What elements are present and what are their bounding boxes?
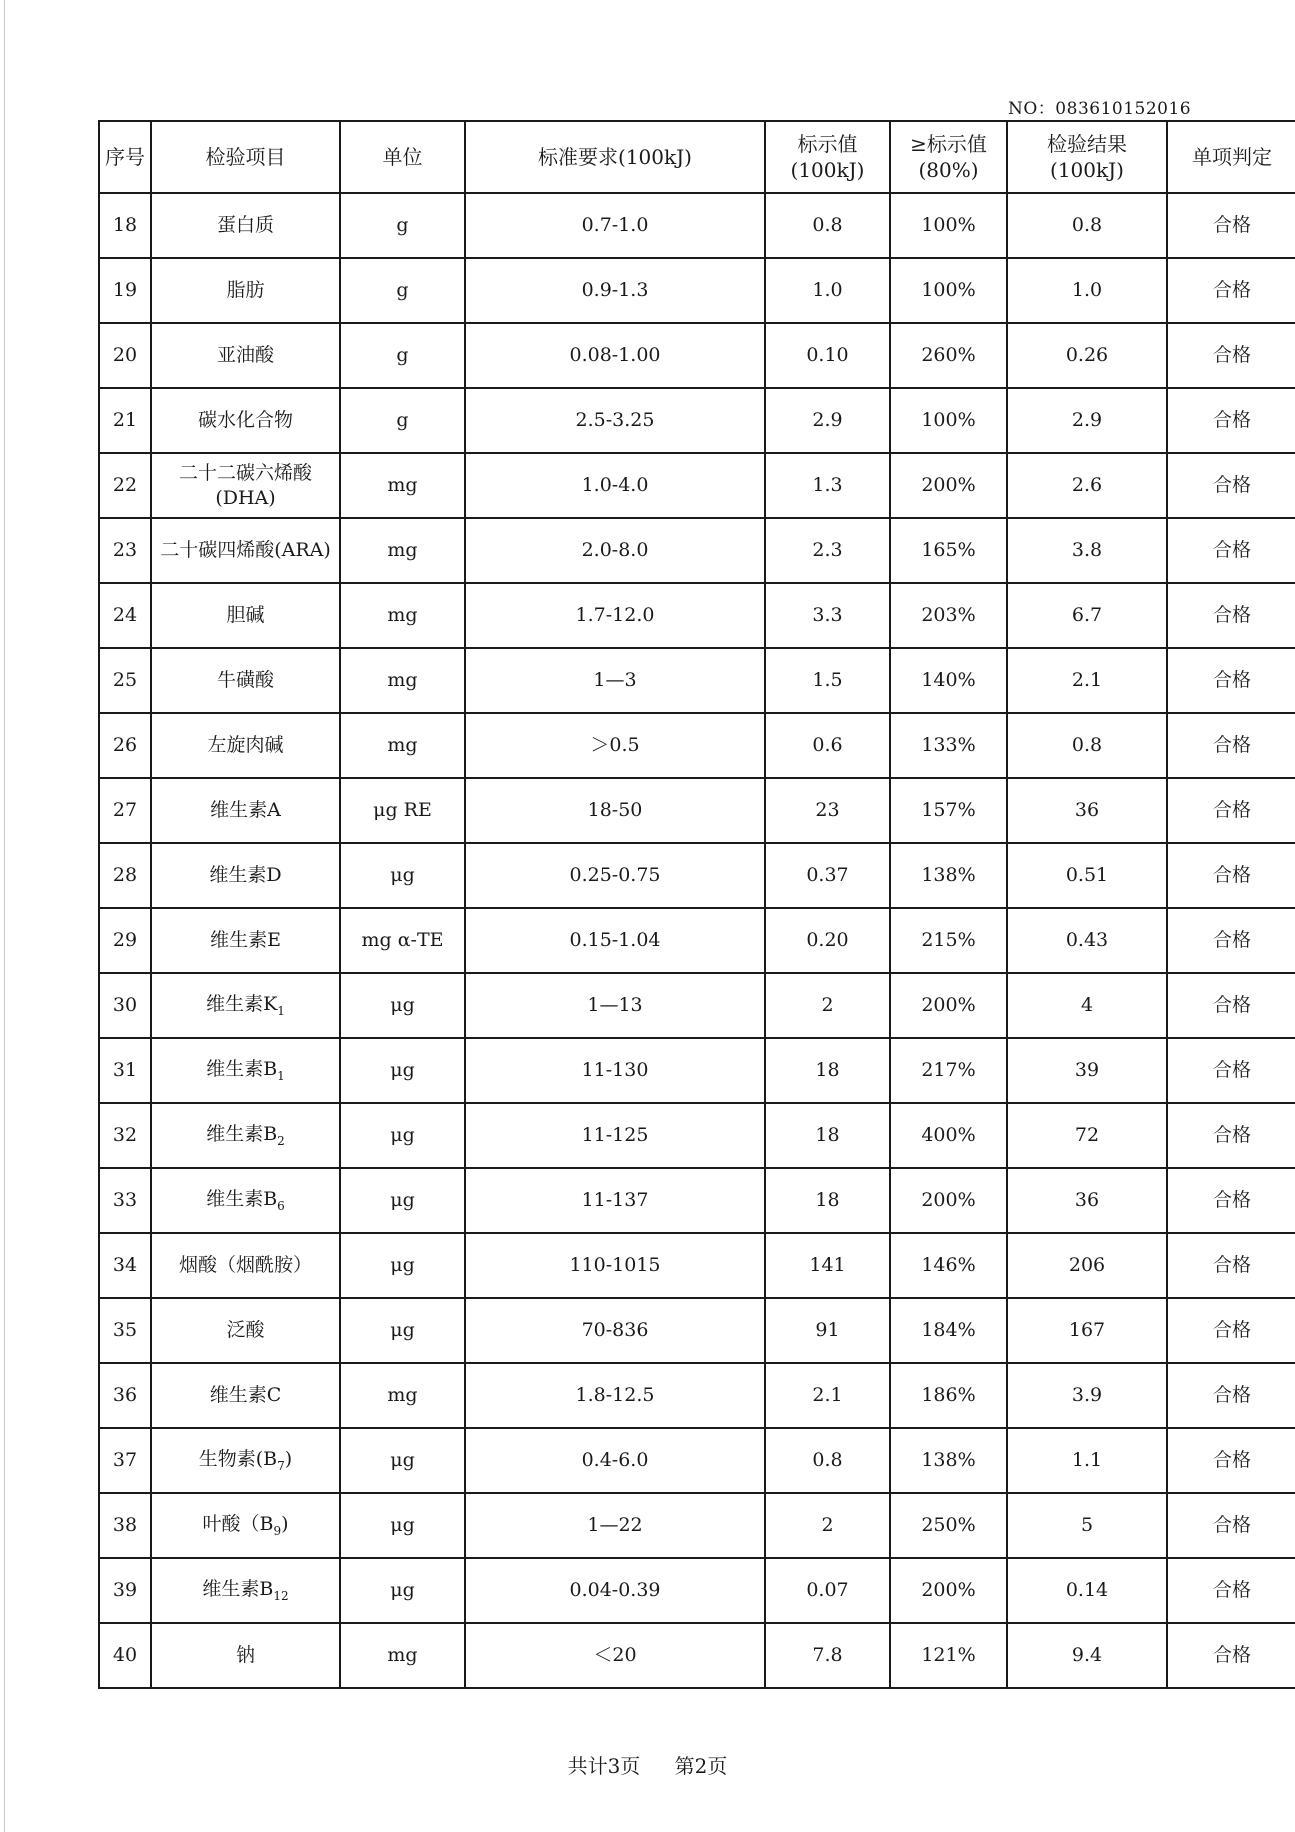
cell-seq: 37 (99, 1428, 151, 1493)
page-number: 第2页 (674, 1754, 728, 1778)
cell-standard: 1—13 (465, 973, 765, 1038)
table-row (99, 1233, 1295, 1298)
cell-result: 2.6 (1007, 453, 1167, 518)
cell-judgement: 合格 (1167, 453, 1295, 518)
cell-seq: 28 (99, 843, 151, 908)
cell-item: 维生素E (151, 908, 340, 973)
cell-judgement: 合格 (1167, 323, 1295, 388)
header-percent: ≥标示值 (80%) (890, 121, 1007, 193)
cell-judgement: 合格 (1167, 258, 1295, 323)
cell-seq: 32 (99, 1103, 151, 1168)
cell-label-value: 23 (765, 778, 890, 843)
cell-percent: 200% (890, 453, 1007, 518)
table-row (99, 193, 1295, 258)
cell-judgement: 合格 (1167, 1298, 1295, 1363)
cell-seq: 18 (99, 193, 151, 258)
cell-seq: 31 (99, 1038, 151, 1103)
cell-seq: 30 (99, 973, 151, 1038)
cell-unit: mg (340, 583, 465, 648)
header-unit: 单位 (340, 121, 465, 193)
cell-label-value: 18 (765, 1038, 890, 1103)
table-row (99, 323, 1295, 388)
cell-item: 维生素$B_{12}$ (151, 1558, 340, 1623)
cell-result: 9.4 (1007, 1623, 1167, 1688)
cell-percent: 100% (890, 388, 1007, 453)
table-row (99, 1493, 1295, 1558)
cell-label-value: 0.37 (765, 843, 890, 908)
cell-judgement: 合格 (1167, 843, 1295, 908)
cell-item: 维生素D (151, 843, 340, 908)
cell-unit: g (340, 258, 465, 323)
cell-result: 0.43 (1007, 908, 1167, 973)
cell-percent: 133% (890, 713, 1007, 778)
table-row (99, 453, 1295, 518)
cell-item: 胆碱 (151, 583, 340, 648)
cell-seq: 38 (99, 1493, 151, 1558)
cell-standard: 1.0-4.0 (465, 453, 765, 518)
table-header-row (99, 121, 1295, 193)
cell-unit: μg (340, 1428, 465, 1493)
cell-item: 牛磺酸 (151, 648, 340, 713)
cell-label-value: 0.8 (765, 1428, 890, 1493)
cell-percent: 138% (890, 1428, 1007, 1493)
cell-judgement: 合格 (1167, 973, 1295, 1038)
cell-standard: 0.15-1.04 (465, 908, 765, 973)
scan-edge-line (4, 0, 5, 1832)
test-results-table (98, 120, 1295, 1689)
cell-label-value: 7.8 (765, 1623, 890, 1688)
cell-item: 烟酸（烟酰胺） (151, 1233, 340, 1298)
cell-unit: μg (340, 1558, 465, 1623)
cell-judgement: 合格 (1167, 1428, 1295, 1493)
page-total: 共计3页 (567, 1754, 641, 1778)
table-row (99, 583, 1295, 648)
cell-item: 蛋白质 (151, 193, 340, 258)
cell-judgement: 合格 (1167, 778, 1295, 843)
table-row (99, 1558, 1295, 1623)
cell-unit: mg (340, 1363, 465, 1428)
cell-standard: 1.8-12.5 (465, 1363, 765, 1428)
cell-judgement: 合格 (1167, 1168, 1295, 1233)
cell-item: 二十碳四烯酸(ARA) (151, 518, 340, 583)
cell-seq: 39 (99, 1558, 151, 1623)
cell-standard: 11-125 (465, 1103, 765, 1168)
table-row (99, 518, 1295, 583)
cell-item: 维生素$B_6$ (151, 1168, 340, 1233)
cell-standard: 0.08-1.00 (465, 323, 765, 388)
cell-result: 0.8 (1007, 713, 1167, 778)
table-row (99, 843, 1295, 908)
cell-seq: 20 (99, 323, 151, 388)
cell-unit: g (340, 323, 465, 388)
table-row (99, 1363, 1295, 1428)
table-body (99, 193, 1295, 1688)
cell-unit: μg (340, 1298, 465, 1363)
cell-percent: 260% (890, 323, 1007, 388)
cell-standard: 11-137 (465, 1168, 765, 1233)
cell-percent: 146% (890, 1233, 1007, 1298)
cell-result: 0.14 (1007, 1558, 1167, 1623)
header-label-value: 标示值 (100kJ) (765, 121, 890, 193)
cell-percent: 186% (890, 1363, 1007, 1428)
cell-label-value: 2.1 (765, 1363, 890, 1428)
cell-percent: 138% (890, 843, 1007, 908)
cell-unit: mg (340, 648, 465, 713)
cell-percent: 200% (890, 1558, 1007, 1623)
cell-item: 脂肪 (151, 258, 340, 323)
cell-unit: μg (340, 1038, 465, 1103)
cell-item: 维生素$B_2$ (151, 1103, 340, 1168)
cell-item: 亚油酸 (151, 323, 340, 388)
cell-item: 泛酸 (151, 1298, 340, 1363)
cell-result: 5 (1007, 1493, 1167, 1558)
table-row (99, 1623, 1295, 1688)
cell-result: 6.7 (1007, 583, 1167, 648)
table-row (99, 1168, 1295, 1233)
cell-standard: 1—3 (465, 648, 765, 713)
cell-unit: μg (340, 1168, 465, 1233)
cell-judgement: 合格 (1167, 193, 1295, 258)
cell-percent: 121% (890, 1623, 1007, 1688)
cell-seq: 40 (99, 1623, 151, 1688)
cell-label-value: 91 (765, 1298, 890, 1363)
cell-judgement: 合格 (1167, 908, 1295, 973)
cell-label-value: 0.10 (765, 323, 890, 388)
cell-judgement: 合格 (1167, 1363, 1295, 1428)
cell-unit: μg (340, 1493, 465, 1558)
cell-percent: 157% (890, 778, 1007, 843)
cell-result: 206 (1007, 1233, 1167, 1298)
cell-result: 167 (1007, 1298, 1167, 1363)
cell-label-value: 1.0 (765, 258, 890, 323)
cell-seq: 35 (99, 1298, 151, 1363)
table-row (99, 778, 1295, 843)
table-row (99, 1038, 1295, 1103)
cell-label-value: 18 (765, 1168, 890, 1233)
cell-item: 碳水化合物 (151, 388, 340, 453)
cell-unit: g (340, 193, 465, 258)
cell-result: 2.9 (1007, 388, 1167, 453)
cell-unit: μg (340, 973, 465, 1038)
cell-seq: 26 (99, 713, 151, 778)
table-row (99, 258, 1295, 323)
table-row (99, 648, 1295, 713)
cell-percent: 200% (890, 973, 1007, 1038)
cell-label-value: 2.9 (765, 388, 890, 453)
cell-percent: 140% (890, 648, 1007, 713)
header-item: 检验项目 (151, 121, 340, 193)
cell-standard: 0.9-1.3 (465, 258, 765, 323)
cell-standard: 1—22 (465, 1493, 765, 1558)
cell-standard: 2.5-3.25 (465, 388, 765, 453)
cell-judgement: 合格 (1167, 1493, 1295, 1558)
cell-label-value: 0.07 (765, 1558, 890, 1623)
header-judgement: 单项判定 (1167, 121, 1295, 193)
cell-judgement: 合格 (1167, 1623, 1295, 1688)
cell-item: 维生素A (151, 778, 340, 843)
cell-result: 1.0 (1007, 258, 1167, 323)
table-row (99, 388, 1295, 453)
cell-item: 左旋肉碱 (151, 713, 340, 778)
cell-result: 72 (1007, 1103, 1167, 1168)
cell-standard: 110-1015 (465, 1233, 765, 1298)
cell-judgement: 合格 (1167, 518, 1295, 583)
table-row (99, 973, 1295, 1038)
cell-label-value: 2 (765, 1493, 890, 1558)
table-row (99, 1428, 1295, 1493)
cell-unit: μg (340, 843, 465, 908)
cell-item: 叶酸$(B_9)$ (151, 1493, 340, 1558)
cell-seq: 33 (99, 1168, 151, 1233)
cell-seq: 36 (99, 1363, 151, 1428)
cell-percent: 217% (890, 1038, 1007, 1103)
cell-unit: μg RE (340, 778, 465, 843)
cell-seq: 25 (99, 648, 151, 713)
cell-standard: 1.7-12.0 (465, 583, 765, 648)
cell-item: 钠 (151, 1623, 340, 1688)
table-row (99, 1298, 1295, 1363)
cell-unit: g (340, 388, 465, 453)
cell-standard: 11-130 (465, 1038, 765, 1103)
cell-judgement: 合格 (1167, 713, 1295, 778)
cell-result: 36 (1007, 778, 1167, 843)
cell-unit: μg (340, 1233, 465, 1298)
cell-seq: 34 (99, 1233, 151, 1298)
page-footer (0, 1750, 1295, 1779)
cell-item: 生物素$(B_7)$ (151, 1428, 340, 1493)
cell-judgement: 合格 (1167, 1038, 1295, 1103)
cell-judgement: 合格 (1167, 648, 1295, 713)
cell-percent: 250% (890, 1493, 1007, 1558)
cell-percent: 100% (890, 258, 1007, 323)
cell-label-value: 3.3 (765, 583, 890, 648)
cell-percent: 100% (890, 193, 1007, 258)
cell-result: 3.8 (1007, 518, 1167, 583)
cell-result: 1.1 (1007, 1428, 1167, 1493)
cell-item: 维生素C (151, 1363, 340, 1428)
cell-label-value: 0.8 (765, 193, 890, 258)
cell-seq: 29 (99, 908, 151, 973)
cell-result: 36 (1007, 1168, 1167, 1233)
cell-item: 维生素$K_1$ (151, 973, 340, 1038)
cell-percent: 203% (890, 583, 1007, 648)
cell-judgement: 合格 (1167, 1103, 1295, 1168)
cell-standard: 0.04-0.39 (465, 1558, 765, 1623)
cell-judgement: 合格 (1167, 388, 1295, 453)
cell-unit: μg (340, 1103, 465, 1168)
header-result: 检验结果 (100kJ) (1007, 121, 1167, 193)
cell-label-value: 1.5 (765, 648, 890, 713)
cell-unit: mg α-TE (340, 908, 465, 973)
cell-seq: 24 (99, 583, 151, 648)
cell-label-value: 18 (765, 1103, 890, 1168)
cell-item: 维生素$B_1$ (151, 1038, 340, 1103)
cell-standard: 18-50 (465, 778, 765, 843)
cell-result: 0.51 (1007, 843, 1167, 908)
cell-seq: 19 (99, 258, 151, 323)
cell-label-value: 2 (765, 973, 890, 1038)
report-number: NO：083610152016 (1008, 99, 1192, 119)
cell-label-value: 0.6 (765, 713, 890, 778)
cell-label-value: 1.3 (765, 453, 890, 518)
cell-standard: 0.7-1.0 (465, 193, 765, 258)
cell-standard: 0.4-6.0 (465, 1428, 765, 1493)
cell-result: 4 (1007, 973, 1167, 1038)
header-seq: 序号 (99, 121, 151, 193)
cell-seq: 27 (99, 778, 151, 843)
cell-result: 2.1 (1007, 648, 1167, 713)
cell-standard: ＞0.5 (465, 713, 765, 778)
cell-unit: mg (340, 453, 465, 518)
header-standard: 标准要求(100kJ) (465, 121, 765, 193)
cell-label-value: 2.3 (765, 518, 890, 583)
cell-standard: ＜20 (465, 1623, 765, 1688)
cell-standard: 2.0-8.0 (465, 518, 765, 583)
cell-percent: 400% (890, 1103, 1007, 1168)
table-row (99, 908, 1295, 973)
cell-unit: mg (340, 1623, 465, 1688)
cell-seq: 23 (99, 518, 151, 583)
table-row (99, 713, 1295, 778)
cell-item: 二十二碳六烯酸 (DHA) (151, 453, 340, 518)
cell-percent: 165% (890, 518, 1007, 583)
cell-standard: 70-836 (465, 1298, 765, 1363)
cell-label-value: 141 (765, 1233, 890, 1298)
cell-percent: 200% (890, 1168, 1007, 1233)
cell-judgement: 合格 (1167, 1233, 1295, 1298)
cell-percent: 215% (890, 908, 1007, 973)
cell-result: 0.26 (1007, 323, 1167, 388)
cell-label-value: 0.20 (765, 908, 890, 973)
table-row (99, 1103, 1295, 1168)
cell-judgement: 合格 (1167, 1558, 1295, 1623)
cell-seq: 22 (99, 453, 151, 518)
cell-judgement: 合格 (1167, 583, 1295, 648)
cell-percent: 184% (890, 1298, 1007, 1363)
cell-result: 39 (1007, 1038, 1167, 1103)
cell-seq: 21 (99, 388, 151, 453)
cell-result: 3.9 (1007, 1363, 1167, 1428)
cell-result: 0.8 (1007, 193, 1167, 258)
cell-unit: mg (340, 713, 465, 778)
cell-unit: mg (340, 518, 465, 583)
cell-standard: 0.25-0.75 (465, 843, 765, 908)
